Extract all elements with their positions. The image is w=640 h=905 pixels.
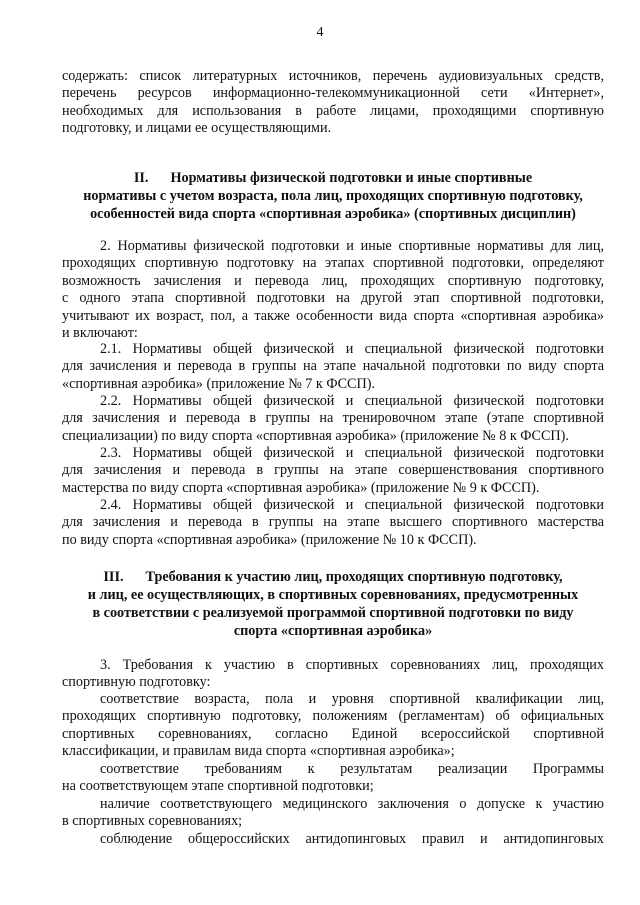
text-line: для зачисления и перевода в группы на тренировочном этапе (этапе спортивной <box>62 410 604 427</box>
section-3-title-line: в соответствии с реализуемой программой спортивной подготовки по виду <box>92 605 574 621</box>
paragraph-2-4 <box>62 497 604 549</box>
text-line: проходящих спортивную подготовку на этапах спортивной подготовки, определяют <box>62 255 604 272</box>
text-line: с одного этапа спортивной подготовки на другой этап спортивной подготовки, <box>62 290 604 307</box>
text-line: 2.3. Нормативы общей физической и специальной физической подготовки <box>100 445 604 461</box>
text-line: «спортивная аэробика» (приложение № 7 к ФССП). <box>62 375 376 392</box>
requirement-4 <box>62 831 604 848</box>
text-line: 2. Нормативы физической подготовки и иные спортивные нормативы для лиц, <box>100 238 604 254</box>
section-3-heading <box>40 568 626 640</box>
section-3-title-line: спорта «спортивная аэробика» <box>233 623 433 639</box>
text-line: перечень ресурсов информационно-телекоммуникационной сети «Интернет», <box>62 85 604 102</box>
text-line: для зачисления и перевода в группы на этапе высшего спортивного мастерства <box>62 514 604 531</box>
page-number: 4 <box>316 25 324 40</box>
section-2-title-line: нормативы с учетом возраста, пола лиц, проходящих спортивную подготовку, <box>83 188 583 204</box>
requirement-1 <box>62 691 604 761</box>
text-line: учитывают их возраст, пол, а также особенности вида спорта «спортивная аэробика» <box>62 307 604 324</box>
text-line: соответствие возраста, пола и уровня спортивной квалификации лиц, <box>100 691 604 707</box>
text-line: 3. Требования к участию в спортивных соревнованиях лиц, проходящих <box>100 657 604 673</box>
section-3-title-line: Требования к участию лиц, проходящих спортивную подготовку, <box>145 569 563 585</box>
text-line: по виду спорта «спортивная аэробика» (приложение № 10 к ФССП). <box>62 531 477 548</box>
section-3-number: III. <box>103 569 124 585</box>
text-line: содержать: список литературных источников, перечень аудиовизуальных средств, <box>62 68 604 84</box>
text-line: наличие соответствующего медицинского заключения о допуске к участию <box>100 796 604 812</box>
text-line: спортивную подготовку: <box>62 674 211 691</box>
text-line: специализации) по виду спорта «спортивная аэробика» (приложение № 8 к ФССП). <box>62 427 569 444</box>
section-2-title-line: особенностей вида спорта «спортивная аэробика» (спортивных дисциплин) <box>90 206 576 222</box>
requirement-3 <box>62 796 604 831</box>
section-2-heading <box>40 169 626 223</box>
text-line: для зачисления и перевода в группы на этапе совершенствования спортивного <box>62 462 604 479</box>
text-line: мастерства по виду спорта «спортивная аэробика» (приложение № 9 к ФССП). <box>62 479 540 496</box>
text-line: возможность зачисления и перевода лиц, проходящих спортивную подготовку, <box>62 272 604 289</box>
paragraph-2-3 <box>62 445 604 497</box>
paragraph-2 <box>62 238 604 342</box>
text-line: в спортивных соревнованиях; <box>62 813 243 830</box>
intro-paragraph <box>62 68 604 138</box>
text-line: классификации, и правилам вида спорта «спортивная аэробика»; <box>62 743 455 760</box>
paragraph-2-1 <box>62 341 604 393</box>
paragraph-2-2 <box>62 393 604 445</box>
text-line: необходимых для использования в работе лицами, проходящими спортивную <box>62 102 604 119</box>
text-line: соответствие требованиям к результатам реализации Программы <box>100 761 604 777</box>
text-line: 2.1. Нормативы общей физической и специальной физической подготовки <box>100 341 604 357</box>
section-2-number: II. <box>133 170 149 186</box>
text-line: подготовку, и лицами ее осуществляющими. <box>62 120 332 137</box>
text-line: и включают: <box>62 325 138 342</box>
text-line: проходящих спортивную подготовку, положениям (регламентам) об официальных <box>62 708 604 725</box>
requirement-2 <box>62 761 604 796</box>
text-line: спортивных соревнованиях, согласно Единой всероссийской спортивной <box>62 725 604 742</box>
section-3-title-line: и лиц, ее осуществляющих, в спортивных соревнованиях, предусмотренных <box>87 587 579 603</box>
text-line: 2.2. Нормативы общей физической и специальной физической подготовки <box>100 393 604 409</box>
section-2-title-line: Нормативы физической подготовки и иные спортивные <box>170 170 533 186</box>
paragraph-3 <box>62 657 604 692</box>
text-line: соблюдение общероссийских антидопинговых правил и антидопинговых <box>100 831 604 847</box>
text-line: для зачисления и перевода в группы на этапе начальной подготовки по виду спорта <box>62 358 604 375</box>
text-line: 2.4. Нормативы общей физической и специальной физической подготовки <box>100 497 604 513</box>
text-line: на соответствующем этапе спортивной подготовки; <box>62 778 374 795</box>
